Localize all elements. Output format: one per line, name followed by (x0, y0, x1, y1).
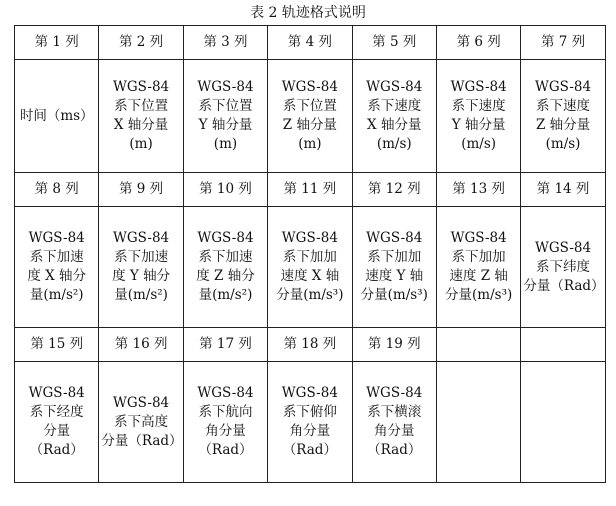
header-row-2 (15, 173, 606, 207)
table-cell (15, 60, 99, 173)
cell-text: WGS-84 系下速度 X 轴分量 (m/s) (366, 79, 423, 152)
col-header: 第 17 列 (183, 328, 267, 362)
col-header: 第 9 列 (99, 173, 183, 207)
cell-text: 时间（ms） (19, 107, 94, 124)
table-cell (352, 60, 436, 173)
cell-text: WGS-84 系下横滚 角分量 （Rad） (366, 385, 423, 458)
body-row-3 (15, 362, 606, 483)
table-cell (99, 60, 183, 173)
cell-text: WGS-84 系下加速 度 Z 轴分 量(m/s²) (196, 230, 255, 303)
col-header: 第 18 列 (268, 328, 352, 362)
col-header: 第 15 列 (15, 328, 99, 362)
table-cell (268, 207, 352, 328)
table-cell (521, 60, 605, 173)
table-cell (436, 362, 520, 483)
cell-text: WGS-84 系下经度 分量 （Rad） (28, 385, 85, 458)
table-cell (436, 60, 520, 173)
cell-text: WGS-84 系下俯仰 角分量 （Rad） (281, 385, 338, 458)
table-cell (183, 207, 267, 328)
col-header: 第 12 列 (352, 173, 436, 207)
col-header (436, 328, 520, 362)
table-cell (15, 207, 99, 328)
col-header: 第 5 列 (352, 26, 436, 60)
table-cell (352, 207, 436, 328)
col-header: 第 19 列 (352, 328, 436, 362)
body-row-2 (15, 207, 606, 328)
cell-text: WGS-84 系下航向 角分量 （Rad） (197, 385, 254, 458)
table-cell (352, 362, 436, 483)
cell-text: WGS-84 系下加速 度 X 轴分 量(m/s²) (27, 230, 87, 303)
col-header: 第 7 列 (521, 26, 605, 60)
cell-text: WGS-84 系下加加 速度 X 轴 分量(m/s³) (276, 230, 344, 303)
cell-text: WGS-84 系下位置 Y 轴分量 (m) (197, 79, 254, 152)
cell-text: WGS-84 系下位置 Z 轴分量 (m) (281, 79, 338, 152)
cell-text: WGS-84 系下高度 分量（Rad） (101, 394, 183, 449)
table-cell (15, 362, 99, 483)
col-header: 第 16 列 (99, 328, 183, 362)
table-cell (183, 60, 267, 173)
cell-text: WGS-84 系下速度 Z 轴分量 (m/s) (534, 79, 592, 152)
col-header: 第 14 列 (521, 173, 605, 207)
col-header: 第 8 列 (15, 173, 99, 207)
cell-text: WGS-84 系下位置 X 轴分量 (m) (113, 79, 170, 152)
body-row-1 (15, 60, 606, 173)
col-header (521, 328, 605, 362)
cell-text: WGS-84 系下加加 速度 Y 轴 分量(m/s³) (360, 230, 428, 303)
cell-text: WGS-84 系下速度 Y 轴分量 (m/s) (450, 79, 507, 152)
table-cell (521, 362, 605, 483)
cell-text: WGS-84 系下加速 度 Y 轴分 量(m/s²) (112, 230, 171, 303)
col-header: 第 3 列 (183, 26, 267, 60)
table-cell (521, 207, 605, 328)
header-row-3 (15, 328, 606, 362)
table-cell (183, 362, 267, 483)
cell-text: WGS-84 系下纬度 分量（Rad） (523, 239, 605, 294)
table-cell (99, 207, 183, 328)
table-cell (268, 362, 352, 483)
col-header: 第 2 列 (99, 26, 183, 60)
table-cell (436, 207, 520, 328)
table-cell (268, 60, 352, 173)
header-row-1 (15, 26, 606, 60)
col-header: 第 13 列 (436, 173, 520, 207)
col-header: 第 4 列 (268, 26, 352, 60)
cell-text: WGS-84 系下加加 速度 Z 轴 分量(m/s³) (445, 230, 513, 303)
col-header: 第 11 列 (268, 173, 352, 207)
col-header: 第 6 列 (436, 26, 520, 60)
table-caption: 表 2 轨迹格式说明 (250, 5, 366, 21)
col-header: 第 10 列 (183, 173, 267, 207)
col-header: 第 1 列 (15, 26, 99, 60)
trajectory-format-table (14, 25, 606, 483)
table-cell (99, 362, 183, 483)
